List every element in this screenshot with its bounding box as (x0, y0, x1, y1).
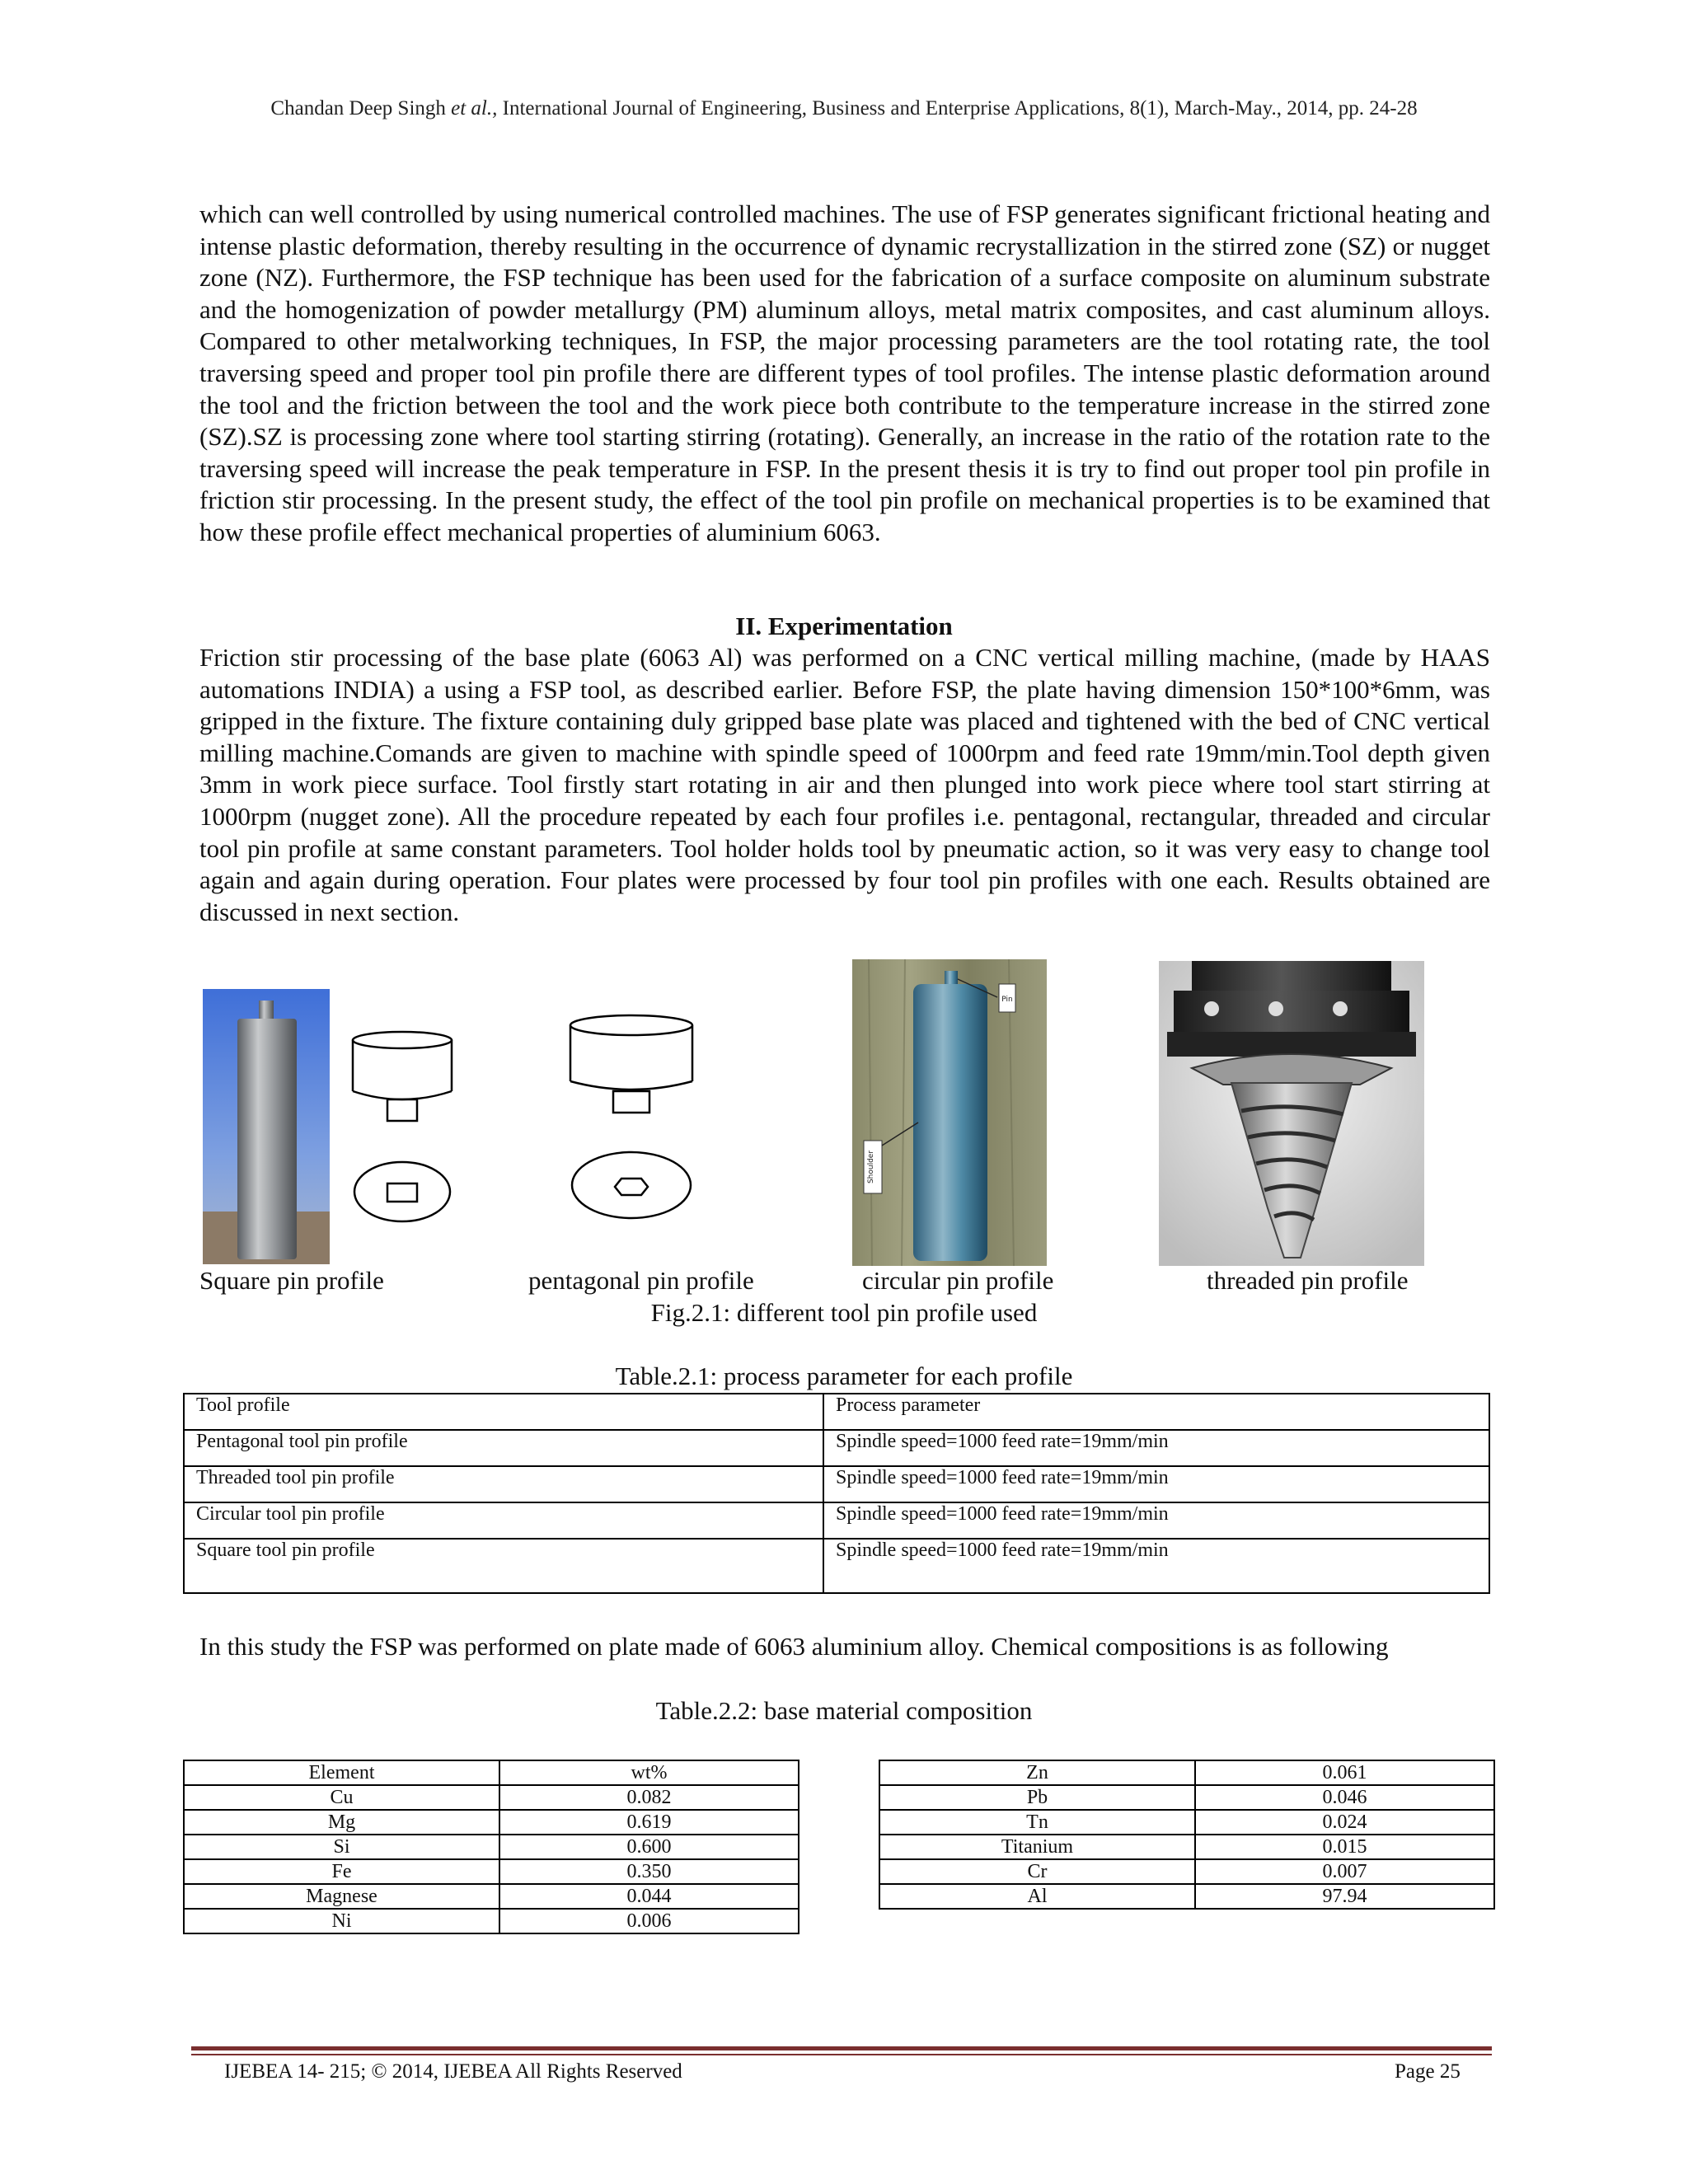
running-header (0, 97, 1688, 120)
table-header-cell: Tool profile (184, 1394, 823, 1430)
square-pin-tool-photo (203, 989, 330, 1264)
table-cell: Cr (879, 1859, 1195, 1884)
circular-pin-tool-photo (852, 959, 1047, 1266)
footer-rule (191, 2046, 1492, 2050)
table-cell: 97.94 (1195, 1884, 1494, 1909)
table1-caption: Table.2.1: process parameter for each profile (615, 1361, 1073, 1390)
table-cell: 0.044 (499, 1884, 799, 1909)
table-cell: Element (184, 1760, 499, 1785)
table-row (879, 1835, 1494, 1859)
table-cell: 0.006 (499, 1909, 799, 1933)
table-cell: Mg (184, 1810, 499, 1835)
figure-caption: Fig.2.1: different tool pin profile used (650, 1298, 1038, 1327)
table-cell: 0.600 (499, 1835, 799, 1859)
table2-caption: Table.2.2: base material composition (655, 1696, 1033, 1725)
table-header-cell: Process parameter (823, 1394, 1489, 1430)
caption-circular-pin: circular pin profile (862, 1266, 1054, 1295)
table-cell: Spindle speed=1000 feed rate=19mm/min (823, 1430, 1489, 1466)
table-cell: Threaded tool pin profile (184, 1466, 823, 1502)
table-cell: Pb (879, 1785, 1195, 1810)
table-row (879, 1810, 1494, 1835)
table-row (879, 1785, 1494, 1810)
threaded-pin-tool-photo (1159, 961, 1424, 1266)
caption-square-pin: Square pin profile (199, 1266, 384, 1295)
table-cell: 0.350 (499, 1859, 799, 1884)
footer-copyright: IJEBEA 14- 215; © 2014, IJEBEA All Rights Reserved (224, 2060, 682, 2083)
table-row (184, 1909, 799, 1933)
caption-pentagonal-pin: pentagonal pin profile (528, 1266, 754, 1295)
table-cell: 0.024 (1195, 1810, 1494, 1835)
table-cell: 0.082 (499, 1785, 799, 1810)
table-row (184, 1539, 1489, 1593)
shoulder-label: Shoulder (867, 1150, 875, 1184)
table-cell: Square tool pin profile (184, 1539, 823, 1593)
process-parameter-table (183, 1393, 1490, 1594)
footer-rule-thin (191, 2054, 1492, 2055)
experimentation-paragraph: Friction stir processing of the base plate (6063 Al) was performed on a CNC vertical milling machine, (made by HAAS automations INDIA) a using a FSP tool, as described earlier. Before FSP, the plate having dimension 150*100*6mm, was gripped in the fixture. The fixture containing duly gripped base plate was placed and tightened with the bed of CNC vertical milling machine.Comands are given to machine with spindle speed of 1000rpm and feed rate 19mm/min.Tool depth given 3mm in work piece surface. Tool firstly start rotating in air and then plunged into work piece where tool start stirring at 1000rpm (nugget zone). All the procedure repeated by each four profiles i.e. pentagonal, rectangular, threaded and circular tool pin profile at same constant parameters. Tool holder holds tool by pneumatic action, so it was very easy to change tool again and again during operation. Four plates were processed by four tool pin profiles with one each. Results obtained are discussed in next section. (199, 643, 1490, 926)
table-row (879, 1760, 1494, 1785)
table-cell: wt% (499, 1760, 799, 1785)
study-paragraph: In this study the FSP was performed on plate made of 6063 aluminium alloy. Chemical compositions is as following (199, 1632, 1389, 1661)
table-row (184, 1430, 1489, 1466)
pin-label: Pin (1001, 996, 1013, 1004)
table-row (184, 1785, 799, 1810)
section-heading: II. Experimentation (735, 612, 953, 640)
header-etal: et al., (451, 97, 498, 120)
table-row (184, 1466, 1489, 1502)
table-cell: Cu (184, 1785, 499, 1810)
page-number: Page 25 (1395, 2060, 1461, 2083)
table-cell: 0.007 (1195, 1859, 1494, 1884)
table-cell: Al (879, 1884, 1195, 1909)
table-cell: 0.619 (499, 1810, 799, 1835)
table-cell: Circular tool pin profile (184, 1502, 823, 1539)
table-cell: Spindle speed=1000 feed rate=19mm/min (823, 1466, 1489, 1502)
table-cell: Zn (879, 1760, 1195, 1785)
caption-threaded-pin: threaded pin profile (1207, 1266, 1409, 1295)
header-author: Chandan Deep Singh (270, 97, 446, 120)
table-cell: 0.061 (1195, 1760, 1494, 1785)
composition-table-left (183, 1760, 799, 1934)
table-cell: Si (184, 1835, 499, 1859)
intro-paragraph: which can well controlled by using numerical controlled machines. The use of FSP generates significant frictional heating and intense plastic deformation, thereby resulting in the occurrence of dynamic recrystallization in the stirred zone (SZ) or nugget zone (NZ). Furthermore, the FSP technique has been used for the fabrication of a surface composite on aluminum substrate and the homogenization of powder metallurgy (PM) aluminum alloys, metal matrix composites, and cast aluminum alloys. Compared to other metalworking techniques, In FSP, the major processing parameters are the tool rotating rate, the tool traversing speed and proper tool pin profile there are different types of tool profiles. The intense plastic deformation around the tool and the friction between the tool and the work piece both contribute to the temperature increase in the stirred zone (SZ).SZ is processing zone where tool starting stirring (rotating). Generally, an increase in the ratio of the rotation rate to the traversing speed will increase the peak temperature in FSP. In the present thesis it is try to find out proper tool pin profile in friction stir processing. In the present study, the effect of the tool pin profile on mechanical properties is to be examined that how these profile effect mechanical properties of aluminium 6063. (199, 199, 1490, 546)
table-cell: Fe (184, 1859, 499, 1884)
table-cell: 0.015 (1195, 1835, 1494, 1859)
table-cell: Tn (879, 1810, 1195, 1835)
table-row (879, 1859, 1494, 1884)
square-pin-drawing (348, 1029, 457, 1226)
table-cell: Titanium (879, 1835, 1195, 1859)
table-cell: Pentagonal tool pin profile (184, 1430, 823, 1466)
table-cell: Spindle speed=1000 feed rate=19mm/min (823, 1502, 1489, 1539)
table-row (184, 1884, 799, 1909)
table-row (184, 1502, 1489, 1539)
table-row (184, 1810, 799, 1835)
table-header-row (184, 1394, 1489, 1430)
table-row (184, 1760, 799, 1785)
composition-table-right (879, 1760, 1495, 1910)
table-cell: Magnese (184, 1884, 499, 1909)
table-cell: Ni (184, 1909, 499, 1933)
header-citation: International Journal of Engineering, Business and Enterprise Applications, 8(1), March-May., 2014, pp. 24-28 (502, 97, 1418, 120)
table-cell: Spindle speed=1000 feed rate=19mm/min (823, 1539, 1489, 1593)
table-row (879, 1884, 1494, 1909)
table-row (184, 1859, 799, 1884)
table-cell: 0.046 (1195, 1785, 1494, 1810)
table-row (184, 1835, 799, 1859)
pentagonal-pin-drawing (565, 1012, 697, 1226)
